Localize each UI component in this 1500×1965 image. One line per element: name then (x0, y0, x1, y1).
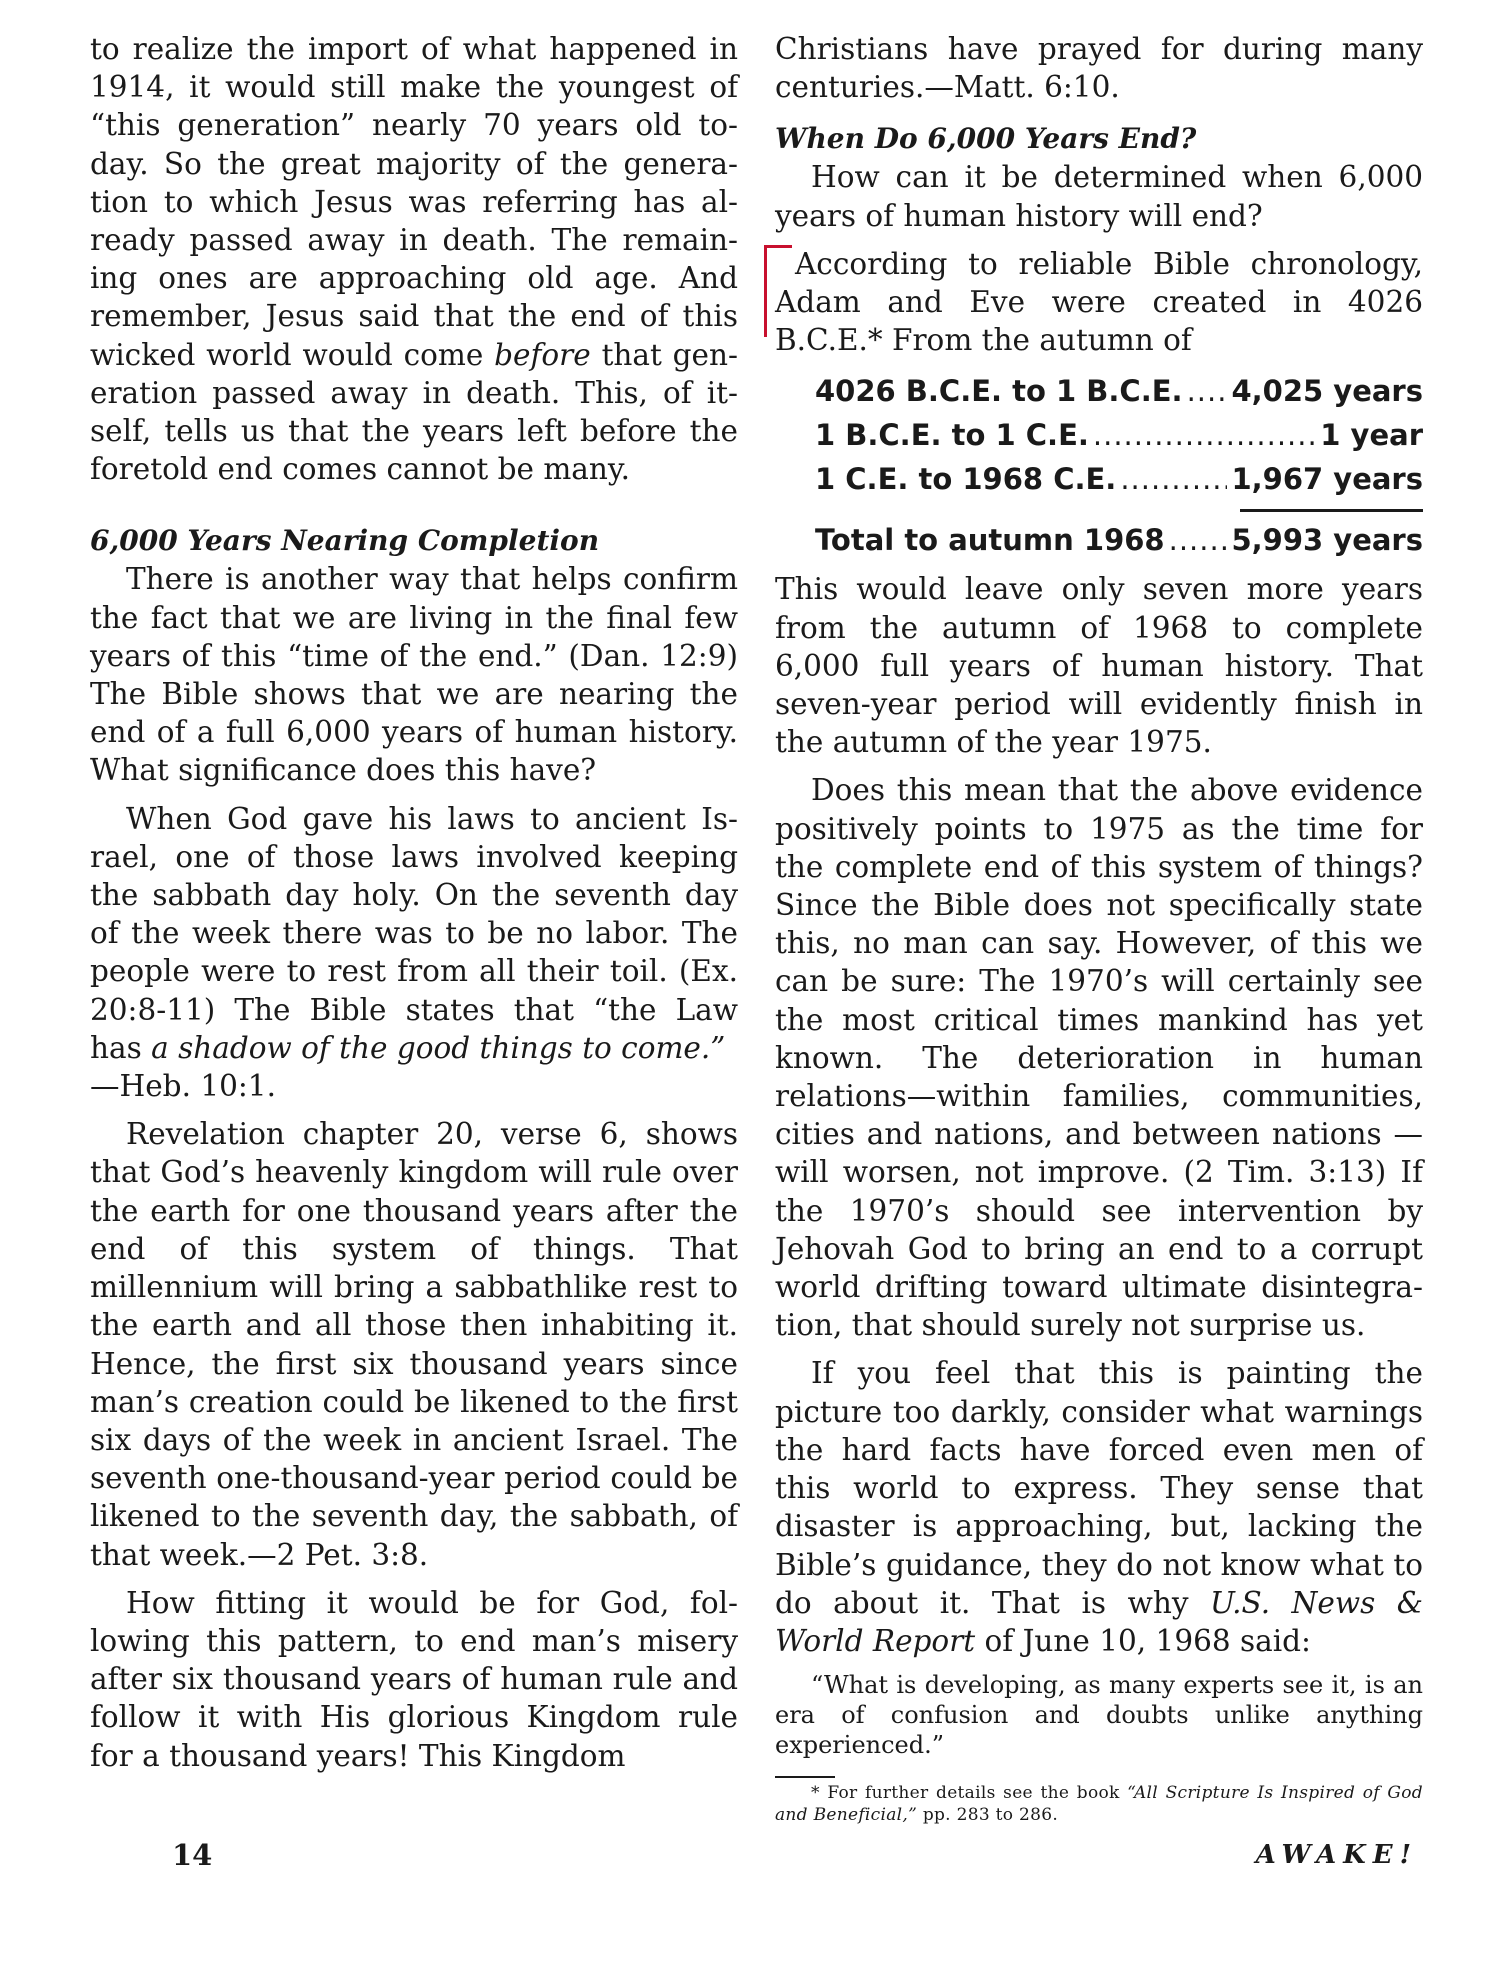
chronology-row: 4026 B.C.E. to 1 B.C.E. ..... 4,025 years (775, 369, 1423, 413)
chronology-row: 1 B.C.E. to 1 C.E. ..... 1 year (775, 413, 1423, 457)
footnote: * For further details see the book “All Scripture Is Inspired of God and Beneficial,” pp. 283 to 286. (775, 1783, 1423, 1826)
emphasis-before: before (494, 337, 591, 372)
marked-paragraph (775, 245, 1423, 360)
left-paragraph-1: to realize the import of what happened in 1914, it would still make the youngest of “this generation” nearly 70 years old today. So the great majority of the generation to which Jesus was referring has already passed away in death. The remaining ones are approaching old age. And remember, Jesus said that the end of this wicked world would come before that generation passed away in death. This, of itself, tells us that the years left before the foretold end comes cannot be many. (90, 32, 738, 487)
left-paragraph-4: Revelation chapter 20, verse 6, shows that God’s heavenly kingdom will rule over the earth for one thousand years after the end of this system of things. That millennium will bring a sabbathlike rest to the earth and all those then inhabiting it. Hence, the first six thousand years since man’s creation could be likened to the first six days of the week in ancient Israel. The seventh one-thousand-year period could be likened to the seventh day, the sabbath, of that week.—2 Pet. 3:8. (90, 1117, 738, 1572)
block-quote: “What is developing, as many experts see it, is an era of confusion and doubts unlike anything experienced.” (775, 1671, 1423, 1760)
margin-marker (764, 245, 767, 337)
footnote-divider (775, 1776, 835, 1778)
chronology-row: 1 C.E. to 1968 C.E. ..... 1,967 years (775, 457, 1423, 501)
magazine-title: AWAKE! (1255, 1840, 1418, 1870)
margin-marker-top (764, 245, 792, 248)
section-heading-nearing-completion: 6,000 Years Nearing Completion (90, 524, 600, 558)
section-heading-when-end: When Do 6,000 Years End? (775, 122, 1197, 156)
right-paragraph-2: How can it be determined when 6,000 years of human history will end? (775, 160, 1423, 233)
right-paragraph-1: Christians have prayed for during many centuries.—Matt. 6:10. (775, 32, 1423, 105)
left-paragraph-3: When God gave his laws to ancient Israel, one of those laws involved keeping the sabbath day holy. On the seventh day of the week there was to be no labor. The people were to rest from all their toil. (Ex. 20:8-11) The Bible states that “the Law has a shadow of the good things to come.” —Heb. 10:1. (90, 801, 738, 1104)
sum-rule (1240, 509, 1423, 512)
page-number: 14 (172, 1838, 213, 1872)
right-column (775, 30, 1423, 1836)
chronology-total-row: Total to autumn 1968 ..... 5,993 years (775, 518, 1423, 562)
left-paragraph-5: How fitting it would be for God, following this pattern, to end man’s misery after six thousand years of human rule and follow it with His glorious Kingdom rule for a thousand years! This Kingdom (90, 1585, 738, 1773)
chronology-table (775, 369, 1423, 562)
right-paragraph-3: According to reliable Bible chronology, Adam and Eve were created in 4026 B.C.E.* From the autumn of (775, 246, 1423, 358)
emphasis-shadow: a shadow of the good things to come.” (151, 1030, 726, 1065)
left-paragraph-2: There is another way that helps confirm the fact that we are living in the final few years of this “time of the end.” (Dan. 12:9) The Bible shows that we are nearing the end of a full 6,000 years of human history. What significance does this have? (90, 562, 738, 788)
right-paragraph-4: This would leave only seven more years from the autumn of 1968 to complete 6,000 full years of human history. That seven-year period will evidently finish in the autumn of the year 1975. (775, 572, 1423, 760)
footnote-book-title: “All Scripture Is Inspired of God and Beneficial,” (775, 1783, 1423, 1826)
right-paragraph-6: If you feel that this is painting the picture too darkly, consider what warnings the hard facts have forced even men of this world to express. They sense that disaster is approaching, but, lacking the Bible’s guidance, they do not know what to do about it. That is why U.S. News & World Report of June 10, 1968 said: (775, 1356, 1423, 1658)
right-paragraph-5: Does this mean that the above evidence positively points to 1975 as the time for the complete end of this system of things? Since the Bible does not specifically state this, no man can say. However, of this we can be sure: The 1970’s will certainly see the most critical times mankind has yet known. The deterioration in human relations—within families, communities, cities and nations, and between nations —will worsen, not improve. (2 Tim. 3:13) If the 1970’s should see intervention by Jehovah God to bring an end to a corrupt world drifting toward ultimate disintegration, that should surely not surprise us. (775, 773, 1423, 1343)
emphasis-publication: U.S. News & World Report (775, 1585, 1423, 1658)
left-column (90, 30, 738, 1785)
